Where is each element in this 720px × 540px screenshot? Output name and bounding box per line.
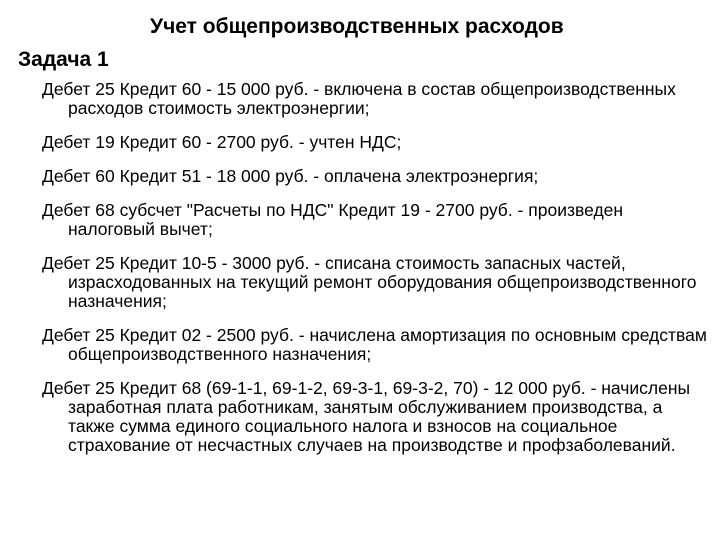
accounting-entries-list — [42, 80, 712, 470]
accounting-entry: Дебет 25 Кредит 68 (69-1-1, 69-1-2, 69-3-1, 69-3-2, 70) - 12 000 руб. - начислены заработная плата работникам, занятым обслуживанием производства, а также сумма единого социального налога и взносов на социальное страхование от несчастных случаев на производстве и профзаболеваний. — [42, 378, 691, 455]
accounting-entry: Дебет 25 Кредит 10-5 - 3000 руб. - списана стоимость запасных частей, израсходованных на текущий ремонт оборудования общепроизводственного назначения; — [42, 253, 697, 311]
accounting-entry: Дебет 19 Кредит 60 - 2700 руб. - учтен НДС; — [42, 132, 402, 152]
accounting-entry: Дебет 25 Кредит 02 - 2500 руб. - начислена амортизация по основным средствам общепроизводственного назначения; — [42, 325, 707, 364]
page-title: Учет общепроизводственных расходов — [150, 15, 564, 38]
task-heading: Задача 1 — [18, 48, 109, 71]
accounting-entry: Дебет 25 Кредит 60 - 15 000 руб. - включена в состав общепроизводственных расходов стоимость электроэнергии; — [42, 79, 676, 118]
accounting-entry: Дебет 60 Кредит 51 - 18 000 руб. - оплачена электроэнергия; — [42, 166, 539, 186]
accounting-entry: Дебет 68 субсчет "Расчеты по НДС" Кредит 19 - 2700 руб. - произведен налоговый вычет; — [42, 200, 624, 239]
